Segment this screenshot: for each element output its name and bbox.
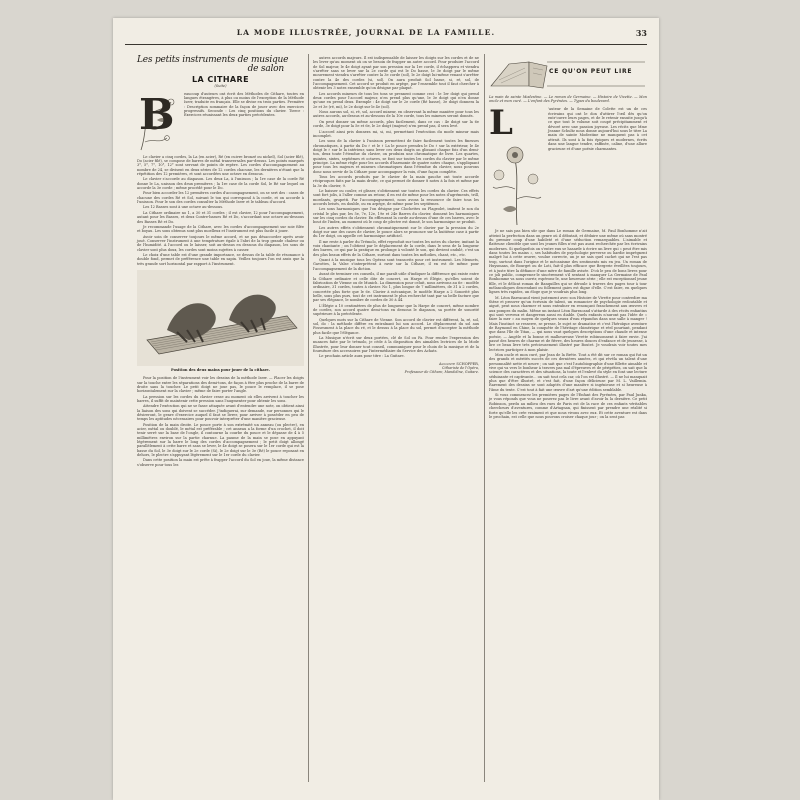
author-signature: Auguste SCHOPPER, (438, 361, 479, 366)
section-summary: La main de sainte Modestine. — Le roman de Germaine. — Histoire de Vivette. — Mon oncle et mon curé. — L'enfant des Pyrénées. — Types du boulevard. (489, 95, 647, 104)
paragraph: L'Élégie a 10 centimètres de plus de longueur que la Harpe de concert, même nombre de cordes, son accord quatre demi-tons en dessous le diapason, sa portée de sonorité supérieure à la précédente. (313, 303, 479, 317)
paragraph: On peut donner un même accords, plus facilement, dans ce cas : 4e doigt sur la 6e corde, 3e doigt pour la 5e et 6e, le 2e doigt (majeur) n'en prend pas, il sera levé. (313, 119, 479, 129)
dropcap-letter: L (489, 103, 513, 144)
paragraph: Mon oncle et mon curé, par Jean de la Brète. Tout a été dit sur ce roman qui fut un des grands et mérités succès de ces dernières années, et qui révéla un talent d'une personnalité nette et neuve ; on sait que c'est l'autobiographie d'une fillette aimable et vive qui va vers le bonheur à travers pas mal d'épreuves et de péripéties, on sait que la science des caractères et des situations, la toute et l'enlevé du style en font une lecture séduisante et captivante... on sait tout cela car, où l'on est illustré. — Il ne lui manquait plus que d'être illustré, et c'est fait, d'une façon délicieuse par M. L. Vaillemin. Rarement des dessins se sont adaptés d'une manière si ingénieuse et si heureuse à l'âme du texte. C'est tout à fait une œuvre d'art qu'une édition semblable. (489, 353, 647, 392)
intro-block (137, 89, 304, 152)
section-title: CE QU'ON PEUT LIRE (549, 68, 633, 75)
intro-text: 'auteur de la Semaine de Colette est un de ces écrivains qui ont le don d'attirer l'œil dès qu'on entr'ouvre leurs pages, et de le retenir ensuite jusqu'à ce que tout le volume soit coupé précipitamment et dévoré avec une passion joyeuse. Les récits que Mme Jeanne Schultz nous donne aujourd'hui sous le titre La main de sainte Modestine ne manquent pas à cet attrait. Ils sont à la fois épiques et modernes, écrits dans une langue tendre, raffinée, caline, d'une allure gracieuse et d'une poésie charmantes. (548, 107, 647, 151)
paragraph: Le clavier a cinq cordes, la La (en acier), Ré (en cuivre bronzé ou nickel), Sol (acier filé), Do (acier filé), se compose de barres de métal transversales par-dessus. Les points marqués 3°, 5°, 7°, 10°, 12° sont servant de points de repère. Les cordes d'accompagnement au nombre de 24, se divisent en deux séries de 12 cordes chacune, les dernières n'étant que la répétition des 12 premières, et sont accordées une octave en dessous. (137, 154, 304, 177)
flower-dropcap (489, 103, 545, 227)
paragraph: Les 12 Basses sont à une octave au-dessous. (143, 205, 224, 210)
article-title-line1: Les petits instruments de musique (137, 55, 289, 65)
intro-block (489, 103, 647, 227)
column-left (137, 56, 304, 468)
paragraph: Les sons harmoniques que l'on désigne par Clochettes ou Flageolet, imitent le son du cristal le plus pur, les 5e, 7e, 12e, 19e et 24e Barres du clavier, donnent les harmoniques sur les cinq cordes du clavier. En effleurant la corde au-dessus d'une de ces barres, avec le bout de l'index, au moment où le coup de plectre est donné, le son harmonique se produit. (313, 207, 479, 225)
column-right (489, 56, 647, 420)
article-title-line2: de salon (247, 64, 284, 74)
author-title: Cithariste de l'Opéra, (441, 366, 479, 371)
paragraph: La pression sur les cordes du clavier cesse au moment où elles arrivent à toucher les barres, il suffit de maintenir cette pression sans l'augmenter pour obtenir les sons. (137, 394, 304, 403)
paragraph: L'accord ainsi pris donnera mi, si, mi, permettant l'exécution du mode mineur mais incomplet. (313, 129, 479, 138)
article-title (137, 56, 304, 74)
article-subtitle: LA CITHARE (192, 75, 249, 84)
paragraph: Je ne sais pas bien sûr que dans Le roman de Germaine, M. Paul Bonhomme n'ait atteint la perfection dans un genre où il débutait, et déduire une même où sans montré du premier coup d'une habileté et d'une séduction remarquables. L'aimable et flatteuse clientèle que sont les jeunes filles n'est pas aussi recherchée par les écrivains modernes. Si quelquefois on s'entre eux se hasarde à écrire un livre qui « peut être mis dans toutes les mains », ses habitudes de psychologie perverse ou hardie imprègnent malgré lui à cette œuvre, voulue correcte, un je ne sais quel cachet qui ne l'est pas trop, surtout dans l'origine et le mécanisme des sentiments mis en jeu. Un roman de Huysmans, de Bourget ou de Loti, fait-il plus efficace que Bergerie éveillées toujours, et à juste titre la défiance d'une mère de famille avisée. D'où le peu de bons livres pour ce joli public, comprenez-le sincèrement s'il sentant à manquer La Germaine de Paul Bonhomme va nous ouvrir, espérons-le, une heureuse série ; elle est exceptionnel jeune fille, et le délicat roman de Banquilles qui se déroule à travers des pages tour à tour mélancoliques descendant ou follement gaies est digne d'elle. C'est faire, en quelques lignes très rapides, un éloge que je voudrais plus long. (489, 229, 647, 295)
engraving-image (137, 270, 304, 366)
paragraph: La Cithare ordinaire no 1, a 30 et 31 cordes ; il est clavier, 12 pour l'accompagnement, autant pour les Basses, et deux Contre-basses Ré et Do, s'accordant une octave au-dessous des Basses Ré et Do. (137, 210, 304, 224)
figure-caption: Position des deux mains pour jouer de la cithare. (171, 367, 270, 372)
paragraph: Les sons de la clavier à l'unisson permettent de faire facilement toutes les finesses chromatiques, à partir du Do ♯ et le ♯ La le pouce prendra le Do ♯ sur la extérieur, le 4e doigt le ♯ sur le la intérieur, sans lever ces deux doigts on glissant chaque fois d'un demi-ton, deux toute l'étendue du clavier, on produira une chromatique de livre. Les quartes, quintes, sixtes, septièmes et octaves, se font sur toutes les cordes du clavier par le même principe. La même règle pour les accords d'harmonie de quatre notes chaque, s'appliquant pour tous les majeurs et mineurs chromatiques dans l'étendue du clavier, nous pouvons donc nous servir de la Cithare pour accompagner la voix, d'une façon complète. (313, 139, 479, 174)
paragraph: autres accords majeurs. Il est indispensable de laisser les doigts sur les cordes et de ne les lever qu'au moment où on se besoin de frapper un autre accord. Pour produire l'accord de Sol majeur, le 4e doigt ayant par son pression sur la 1re corde, il échappera et viendra s'arrêter sans se lever sur la 2e corde qui est le Do basse, le 3e doigt par le même mouvement viendra s'arrêter contre la 3e corde (sol), le 2e doigt lui-même venant s'arrêter contre la 4e des cordes (si, sol). On aura produit Sol basse, si, ré, sol, de l'accompagnement. Cet accord se produit en arpège, par l'ensemble tout il faut chercher à obtenir les 3 notes ensemble qu'on désigne par plaqué. (313, 56, 479, 91)
magazine-page (113, 18, 659, 800)
paragraph: Le clavier s'accorde au diapason. Les deux La, à l'unisson ; la 1re case de la corde Ré donne le La, unisson des deux premières ; la 1re case de la corde Sol, le Ré sur lequel on accorde la 3e corde ; même procédé pour le Do. (137, 177, 304, 191)
paragraph: Le baisser ou couler, et glisser, s'obtiennent sur toutes les cordes du clavier. Ces effets sont fort jolis, à l'aller comme au retour, il en est de même pour les notes d'agréments, trill, mordants, grupetti. Par l'accompagnement, nous avons la ressource de faire tous les accords brisés, en double, ou en arpège, de même pour les septièmes. (313, 188, 479, 206)
paragraph: Le choix d'une table est d'une grande importance, se dessus de la table de résonance à double fond, permet de préférence une table en sapin. Veillez toujours l'on est assis que la très grande sort horizontal par rapport à l'instrument. (137, 252, 304, 266)
paragraph: Attendre l'exécution qui ne se fasse attaquée avant d'entendre une note, on obtient ainsi la liaison des sons qui doivent se succéder. J'indiquerai, sur demande, sur personnes qui le désireront, le genre d'exercice auquel il faut se livrer, pour arriver à posséder en peu de temps les aptitudes nécessaires pour pouvoir interpréter d'une manière gracieuse. (137, 404, 304, 422)
paragraph: Dans cette position la main est prête à frapper l'accord du Sol en joue, la même distance s'observe pour tous les (137, 458, 304, 467)
section-banner (489, 56, 647, 92)
paragraph: Les autres effets s'obtiennent chromatiquement sur le clavier par la pression du 2e doigt sur une des cases de clavier, le pouce alors se prononce sur la huitième case à partir du 1er doigt, on appelle cet harmonique artificiel. (313, 225, 479, 239)
running-header (125, 28, 647, 45)
journal-title: LA MODE ILLUSTRÉE, JOURNAL DE LA FAMILLE. (236, 28, 496, 37)
paragraph: Je recommande l'usage de la Cithare, avec les cordes d'accompagnement sur soie filée et boyau. Les sons obtenus sont plus moelleux et l'instrument est plus facile à jouer. (137, 224, 304, 234)
column-rule-1 (308, 54, 309, 782)
column-rule-2 (484, 54, 485, 782)
paragraph: Les accords mineurs de tous les tons se prennent comme ceci : le 1er doigt qui prend deux cordes pour l'accord majeur, n'en prend plus qu'une, le 3e doigt qui n'en donne qu'une en prend deux. Exemple : 4e doigt sur le 2e corde (Ré basse), 3e doigt donnera la 2e et 3e (ré, mi), le 2e doigt sur le 4e (sol). (313, 91, 479, 109)
author-profession: Professeur de Cithare, Mandoline, Guitare. (404, 370, 479, 375)
dropcap-letter: B (139, 89, 175, 139)
paragraph: Avant de terminer ces conseils, il me paraît utile d'indiquer la différence qui existe entre la Cithare ordinaire et celle dite de concert, ou Harpe et Élégie, qu'elles soient de fabrication de Vienne ou de Munich. La dimension pour celuit, nous arrivons au 6e : modèle ordinaire, 31 cordes, toutes à clavier. No 1, plus longue de 7 millimètres, de 31 à 2 cordes, concertée plus forte que le 6e. Clavier à mécanique, le modèle Harpe a 2 Sonorité plus belle, sons plus purs, tout de cet instrument le plus recherché tant par sa belle facture que par ses élégance, le nombre de cordes de 30 à 44. (313, 272, 479, 303)
paragraph: Le prochain article aura pour titre : La Guitare. (319, 354, 405, 359)
paragraph: Tous les accords produits par le clavier de la main gauche ont toute accorde réciproques faits par la main droite, ce qui permet de donner 8 notes à la fois et même par la 3e du clavier, 9. (313, 174, 479, 188)
paragraph: M. Léon Barracand vient justement avec son Histoire de Vivette pour contredire ma thèse et prouver qu'un écrivain de talent, un romancier de psychologie redoutable et aiguë, peut nous charmer et nous entraîner en renonçant franchement aux œuvres et aux pompes du malin. Même un instant Léon Barracand s'attarde à des récits enfantins qui sont verveux et dangereux aussi en diable. Quels enfants n'auront pas l'idée de « faire la mer » au moyen de quelques seaux d'eau répandus dans une salle à manger ! Mais l'instinct se resserre, se presse, le sujet se dramatise et c'est l'héroïque aventure de Raymond en Chine, la conquête de l'héritage chimérique et réel pourtant, pendant que dans l'île de Titan, — qui nous vaut quelques descriptions d'une chaude et intense poésie, — Angèle et la bonne et malheureuse Vivette robinsonnent à faire envie. J'ai passé des heures de charme et de fièvre, des heures douces d'enfance et de jeunesse, à lire ce beau livre très précieusement illustré par Boutet. Je voudrais voir toutes mes lectrices participer à mon plaisir. (489, 295, 647, 352)
intro-text: eaucoup d'auteurs ont écrit des Méthodes de Cithare, toutes en langues étrangères, à plus ou moins de l'exception de la Méthode Iserr, traduite en français. Elle se divise en trois parties. Première : Description sommaire de la façon de jouer avec des exercices progressifs. Seconde : Les cinq positions du clavier. Tierce : Exercices réunissant les deux parties précédentes. (184, 91, 304, 118)
suite-label: (Suite) (214, 84, 227, 89)
paragraph: Nous aurons sol, si, ré, sol, accord mineur, en observant la même manière pour tous les autres accords, au-dessus et au-dessous de la 10e corde, tous les mineurs seront donnés. (313, 110, 479, 119)
flower-illustration-icon (489, 139, 545, 227)
paragraph: Il me reste à parler du Trémolo, effet reproduit sur toutes les notes du clavier, imitant la voix chantante ; on l'obtient par le déplacement de la corde, dans le sens de la longueur des barres, ce qui par la pratique en prolonge à volonté le son, qui devient ondulé, c'est un des plus beaux effets de la Cithare, surtout dans toutes les mélodies, chant, etc., etc. (313, 239, 479, 257)
paragraph: Quelques mots sur la Cithare de Vienne. Son accord de clavier est différent, la, ré, sol, sol, do : la méthode diffère en entraînant lui son accord. Le déplacement du sol aux Fossesment à la place du ré, et le dessus à la place du sol, permet d'accepter la méthode plus facile que l'élégance. (313, 317, 479, 335)
page-number: 33 (635, 28, 647, 38)
paragraph: Pour la position de l'instrument voir les dessins de la méthode Iserr. — Placer les doigts sur la touche entre les séparations des demi-tons, de façon à être plus proche de la barre de droite sans la toucher. Le petit doigt ne joue pas, le pouce le remplace, il se pose horizontalement sur la clavier ; même de faire porter l'angle. (137, 376, 304, 394)
paragraph: Quant à la musique tous les Opéras sont transcrits pour cet instrument. Les Menuets, Gavottes, la Valse s'interprètent à ravir sur la Cithare, il en est de même pour l'accompagnement de la diction. (313, 258, 479, 271)
hands-cithare-illustration (137, 270, 304, 366)
paragraph: Pour bien accorder les 12 premières cordes d'accompagnement, on se sert des : cases de chacune des cordes Ré et Sol, suivant le ton qui correspond à la corde, et on accorde à l'unisson. Pour le son des cordes consulter la Méthode Iserr et le tableau d'accord. (137, 191, 304, 205)
paragraph: Avoir soin de conserver toujours le même accord, et ne pas désaccorder après avoir joué. Conserver l'instrument à une température égale à l'abri de la trop grande chaleur ou de l'humidité. A l'accord ou le laisser, soit au-dessus en dessous du diapason, les sons de clavier sont plus doux, les cordes sont moins sujettes à casser. (137, 234, 304, 252)
ornamental-dropcap (137, 89, 181, 152)
paragraph: La Musique n'écrit sur deux portées, clé de Sol ou Fa. Pour rendre l'expression des nuances faite par le trémolo, je cède à la disposition des aimables lectrices de la Mode Illustrée, pour leur donner tout conseil, communiquer pour le choix de la musique et de la fourniture des accessoires par l'intermédiaire du Service des Achats. (313, 335, 479, 353)
column-middle (313, 56, 479, 375)
paragraph: Position de la main droite. Le pouce porte à son extrémité un anneau (ou plectre), en acier, métal ou doublé, le métal est préférable ; cet anneau a la forme d'un crochet, il doit tenir serré sur la base de l'ongle, il contourne la courbe du pouce et le dépasse de 4 à 5 millimètres environ sur la partie charnue. La paume de la main se pose en appuyant légèrement sur la barre le long des cordes d'accompagnement ; le petit doigt allongé parallèlement à cette barre et sans se lever, le 4e doigt se posera sur le 1er corde qui est la basse du Sol, le 3e doigt sur le 2e corde (Si), le 2e doigt sur le 3e (Ré) le pouce reposant en dehors, le plectre s'appuyant légèrement sur le 1er corde du clavier. (137, 422, 304, 458)
paragraph: Si vous commencez les premières pages de l'Enfant des Pyrénées, par Paul Junka, je vous réponds que vous ne poserez pas le livre avant d'avoir lu la dernière. Ce petit Robinson, perdu au milieu des rues de Paris est de la race de ces enfants véritables chercheurs d'aventures, comme d'Artagnan, qui finissent par prendre une réalité si forte qu'elle les crée vraiment et que nous vivons avec eux. Et cette aventure est dans le prochain, est celle que nous pouvons croiser chaque jour ; on la sent pas (489, 393, 647, 419)
